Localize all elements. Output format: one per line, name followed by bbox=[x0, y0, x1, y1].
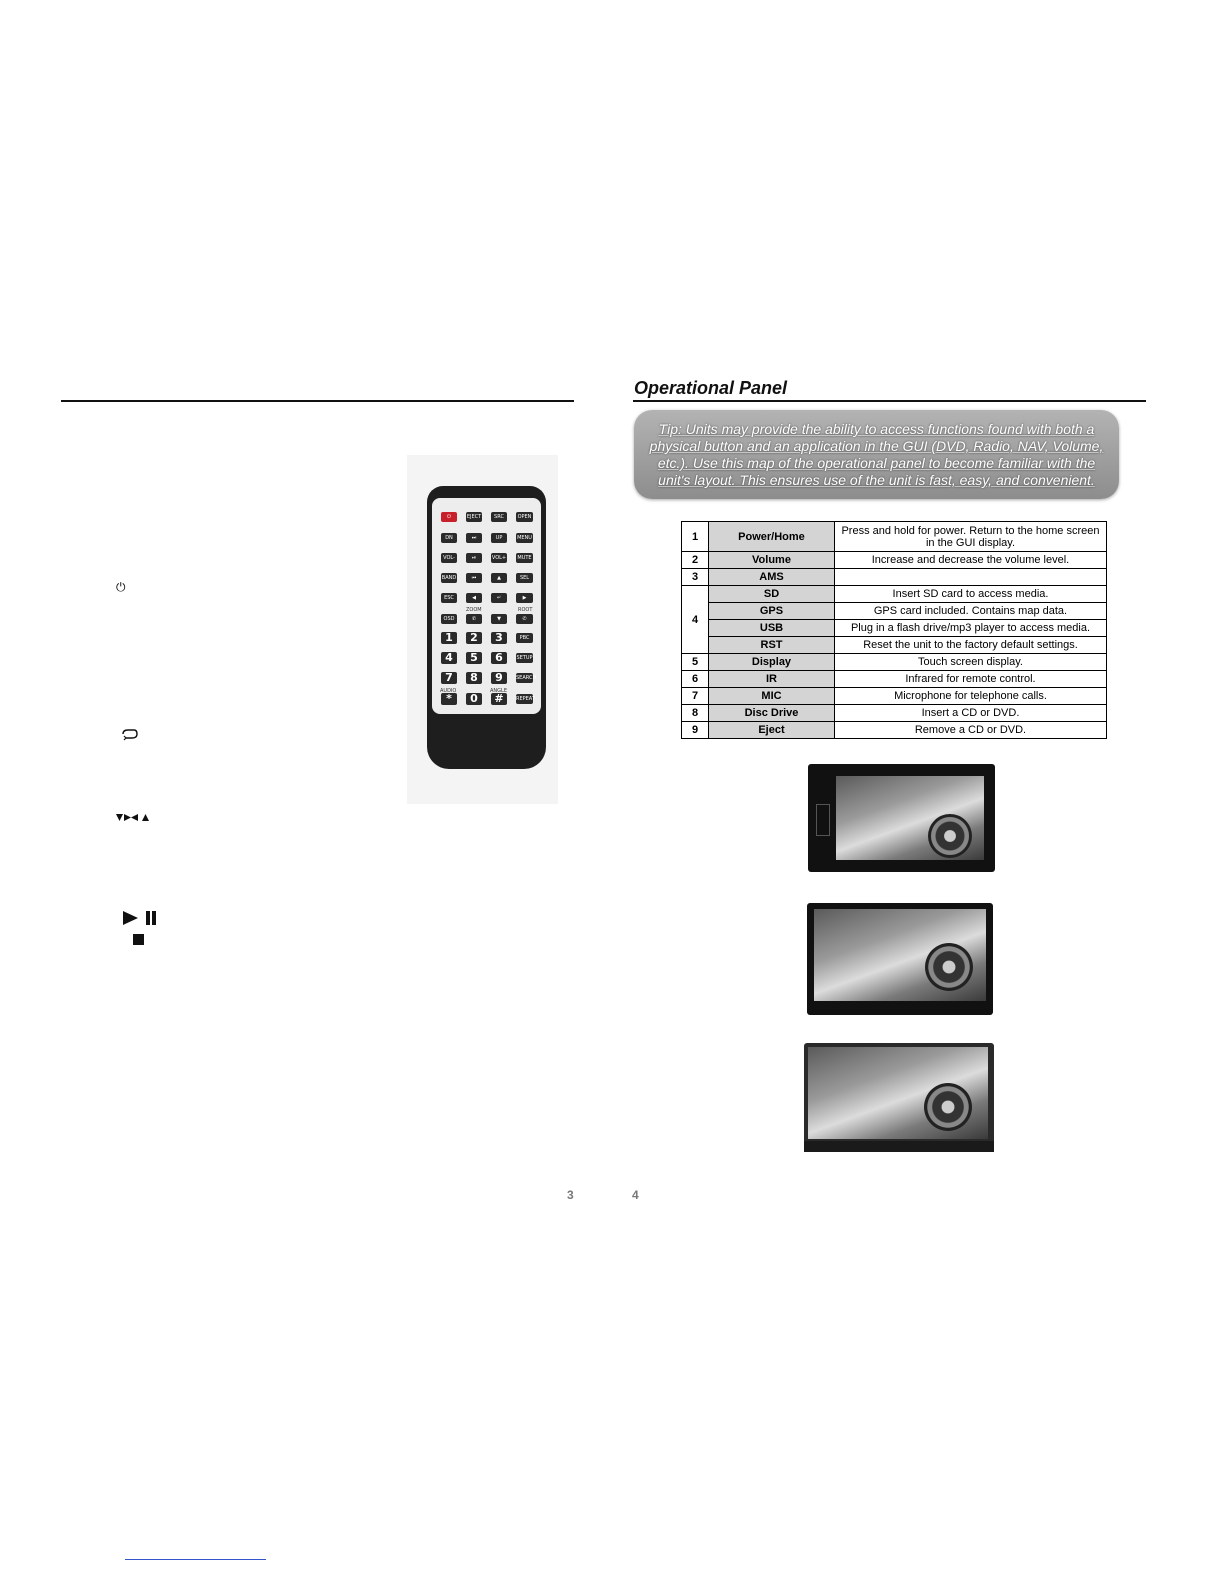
remote-button: REPEAT bbox=[516, 696, 535, 702]
row-part-name: MIC bbox=[709, 688, 835, 705]
table-row bbox=[682, 569, 1107, 586]
row-part-name: Disc Drive bbox=[709, 705, 835, 722]
row-description: GPS card included. Contains map data. bbox=[835, 603, 1107, 620]
section-title: Operational Panel bbox=[634, 378, 788, 398]
head-unit-image-3 bbox=[804, 1043, 994, 1152]
sd-slot bbox=[816, 804, 830, 836]
remote-button: ↵ bbox=[491, 593, 507, 603]
remote-button: VOL- bbox=[441, 553, 457, 563]
remote-button: 5 bbox=[466, 652, 482, 664]
row-description: Infrared for remote control. bbox=[835, 671, 1107, 688]
row-description: Plug in a flash drive/mp3 player to access media. bbox=[835, 620, 1107, 637]
remote-button: SRC bbox=[491, 512, 507, 522]
remote-button: MENU bbox=[517, 535, 532, 541]
table-row bbox=[682, 620, 1107, 637]
remote-button: ▼ bbox=[491, 614, 507, 624]
table-row bbox=[682, 671, 1107, 688]
remote-button: 1 bbox=[441, 632, 457, 644]
remote-label-root: ROOT bbox=[518, 607, 533, 613]
row-part-name: Eject bbox=[709, 722, 835, 739]
remote-label-zoom: ZOOM bbox=[466, 607, 482, 613]
row-description: Insert SD card to access media. bbox=[835, 586, 1107, 603]
car-wheel-1 bbox=[928, 814, 972, 858]
remote-button: 2 bbox=[466, 632, 482, 644]
remote-button: * bbox=[441, 693, 457, 705]
row-number: 8 bbox=[682, 705, 709, 722]
page-number-right: 4 bbox=[632, 1188, 639, 1202]
power-icon: ⏻ bbox=[116, 580, 126, 594]
row-description: Remove a CD or DVD. bbox=[835, 722, 1107, 739]
remote-button: 0 bbox=[466, 693, 482, 705]
direction-arrows-icon bbox=[116, 813, 148, 822]
row-part-name: AMS bbox=[709, 569, 835, 586]
row-number: 3 bbox=[682, 569, 709, 586]
row-description: Reset the unit to the factory default settings. bbox=[835, 637, 1107, 654]
row-number: 1 bbox=[682, 522, 709, 552]
stop-icon bbox=[133, 934, 144, 945]
row-description: Press and hold for power. Return to the home screen in the GUI display. bbox=[835, 522, 1107, 552]
tip-text: Tip: Units may provide the ability to access functions found with both a physical button and an application in the GUI (DVD, Radio, NAV, Volume, etc.). Use this map of the operational panel to become familiar with the unit's layout. This ensures use of the unit is fast, easy, and convenient. bbox=[649, 421, 1104, 488]
remote-button: 8 bbox=[466, 672, 482, 684]
remote-button: 7 bbox=[441, 672, 457, 684]
remote-label-audio: AUDIO bbox=[440, 688, 457, 694]
car-wheel-3 bbox=[924, 1083, 972, 1131]
table-row bbox=[682, 552, 1107, 569]
remote-button: ▶ bbox=[516, 593, 533, 603]
remote-button: BAND bbox=[441, 575, 457, 581]
row-part-name: SD bbox=[709, 586, 835, 603]
remote-button: SETUP bbox=[516, 655, 533, 661]
repeat-icon bbox=[120, 728, 139, 740]
remote-button: ✆ bbox=[516, 614, 533, 624]
row-number: 6 bbox=[682, 671, 709, 688]
play-pause-icon bbox=[122, 910, 158, 926]
remote-label-angle: ANGLE bbox=[490, 688, 507, 694]
head-unit-image-2 bbox=[807, 903, 993, 1015]
row-part-name: USB bbox=[709, 620, 835, 637]
remote-button: 9 bbox=[491, 672, 507, 684]
remote-button: ⏭ bbox=[466, 533, 482, 543]
remote-button: ✆ bbox=[466, 614, 482, 624]
footer-link-underline bbox=[125, 1559, 266, 1560]
remote-button: EJECT bbox=[466, 514, 482, 520]
remote-button: OSD bbox=[441, 614, 457, 624]
remote-button: ⏮ bbox=[466, 573, 482, 583]
remote-button: ⏯ bbox=[466, 553, 482, 563]
table-row bbox=[682, 637, 1107, 654]
remote-button: # bbox=[491, 693, 507, 705]
table-row bbox=[682, 688, 1107, 705]
operational-panel-table bbox=[681, 521, 1107, 739]
row-description bbox=[835, 569, 1107, 586]
row-description: Increase and decrease the volume level. bbox=[835, 552, 1107, 569]
button-strip bbox=[804, 1141, 994, 1152]
remote-button: PBC bbox=[516, 633, 533, 643]
row-number: 7 bbox=[682, 688, 709, 705]
remote-button: SEARCH bbox=[516, 675, 537, 681]
row-description: Touch screen display. bbox=[835, 654, 1107, 671]
remote-button: UP bbox=[491, 533, 507, 543]
table-row bbox=[682, 522, 1107, 552]
row-description: Microphone for telephone calls. bbox=[835, 688, 1107, 705]
remote-button: MUTE bbox=[517, 555, 532, 561]
remote-button: 6 bbox=[491, 652, 507, 664]
table-row bbox=[682, 603, 1107, 620]
row-number: 4 bbox=[682, 586, 709, 654]
remote-button: 3 bbox=[491, 632, 507, 644]
row-part-name: IR bbox=[709, 671, 835, 688]
remote-button: ▲ bbox=[491, 573, 507, 583]
left-page-rule bbox=[61, 400, 574, 402]
remote-button: ◀ bbox=[466, 593, 482, 603]
row-part-name: GPS bbox=[709, 603, 835, 620]
head-unit-image-1 bbox=[808, 764, 995, 872]
row-part-name: Display bbox=[709, 654, 835, 671]
row-part-name: Volume bbox=[709, 552, 835, 569]
right-page-rule bbox=[633, 400, 1146, 402]
remote-button: OPEN bbox=[517, 514, 532, 520]
row-description: Insert a CD or DVD. bbox=[835, 705, 1107, 722]
remote-button: SEL bbox=[516, 573, 533, 583]
row-part-name: Power/Home bbox=[709, 522, 835, 552]
car-wheel-2 bbox=[925, 943, 973, 991]
row-number: 2 bbox=[682, 552, 709, 569]
row-number: 9 bbox=[682, 722, 709, 739]
remote-button: VOL+ bbox=[491, 555, 507, 561]
table-row bbox=[682, 654, 1107, 671]
table-row bbox=[682, 722, 1107, 739]
page-number-left: 3 bbox=[567, 1188, 574, 1202]
remote-button: DN bbox=[441, 533, 457, 543]
table-row bbox=[682, 586, 1107, 603]
table-row bbox=[682, 705, 1107, 722]
row-part-name: RST bbox=[709, 637, 835, 654]
remote-button: 4 bbox=[441, 652, 457, 664]
row-number: 5 bbox=[682, 654, 709, 671]
remote-button: ESC bbox=[441, 593, 457, 603]
remote-button: ⏻ bbox=[441, 512, 457, 522]
